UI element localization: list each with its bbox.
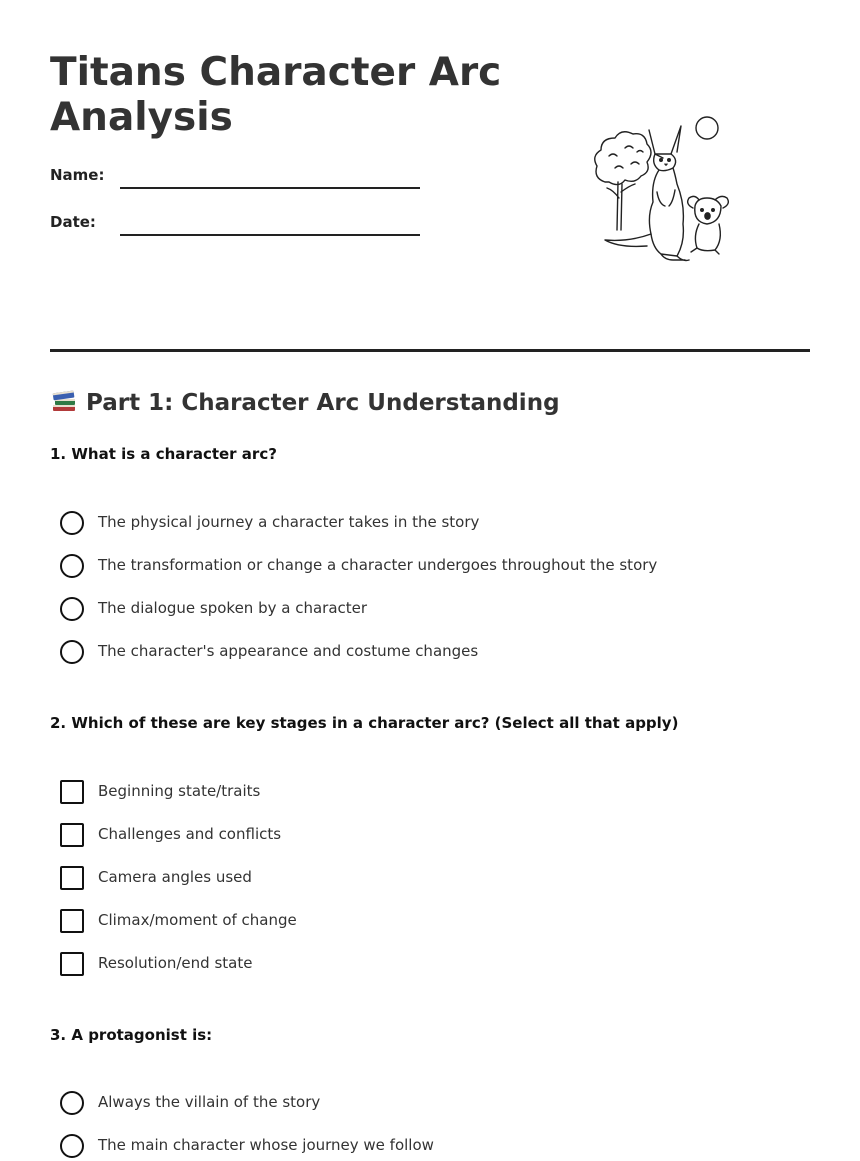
checkbox[interactable] — [60, 823, 84, 847]
option-label: Beginning state/traits — [98, 782, 261, 800]
option-label: Climax/moment of change — [98, 911, 297, 929]
date-label: Date: — [50, 213, 96, 231]
option-label: The physical journey a character takes in the story — [98, 513, 480, 531]
option-label: The character's appearance and costume changes — [98, 642, 479, 660]
header-divider — [50, 349, 810, 352]
kangaroo-koala-illustration — [585, 112, 745, 270]
option-label: The dialogue spoken by a character — [98, 599, 368, 617]
name-input-line[interactable] — [120, 187, 420, 189]
name-label: Name: — [50, 166, 105, 184]
radio-button[interactable] — [60, 640, 84, 664]
worksheet-title: Titans Character Arc Analysis — [50, 50, 502, 140]
checkbox[interactable] — [60, 952, 84, 976]
option-label: The main character whose journey we follow — [98, 1136, 434, 1154]
checkbox[interactable] — [60, 866, 84, 890]
radio-button[interactable] — [60, 554, 84, 578]
option-label: Camera angles used — [98, 868, 252, 886]
radio-button[interactable] — [60, 511, 84, 535]
part1-heading-text: Part 1: Character Arc Understanding — [86, 390, 560, 416]
radio-button[interactable] — [60, 1134, 84, 1158]
question-2-prompt: 2. Which of these are key stages in a character arc? (Select all that apply) — [50, 714, 679, 732]
name-field-row — [50, 161, 430, 189]
option-label: Resolution/end state — [98, 954, 253, 972]
part1-heading — [50, 385, 560, 421]
checkbox[interactable] — [60, 909, 84, 933]
option-label: Challenges and conflicts — [98, 825, 282, 843]
books-icon — [50, 386, 78, 414]
date-input-line[interactable] — [120, 234, 420, 236]
checkbox[interactable] — [60, 780, 84, 804]
option-label: The transformation or change a character undergoes throughout the story — [98, 556, 658, 574]
question-1-prompt: 1. What is a character arc? — [50, 445, 277, 463]
date-field-row — [50, 208, 430, 236]
option-label: Always the villain of the story — [98, 1093, 321, 1111]
question-3-prompt: 3. A protagonist is: — [50, 1026, 213, 1044]
radio-button[interactable] — [60, 597, 84, 621]
radio-button[interactable] — [60, 1091, 84, 1115]
